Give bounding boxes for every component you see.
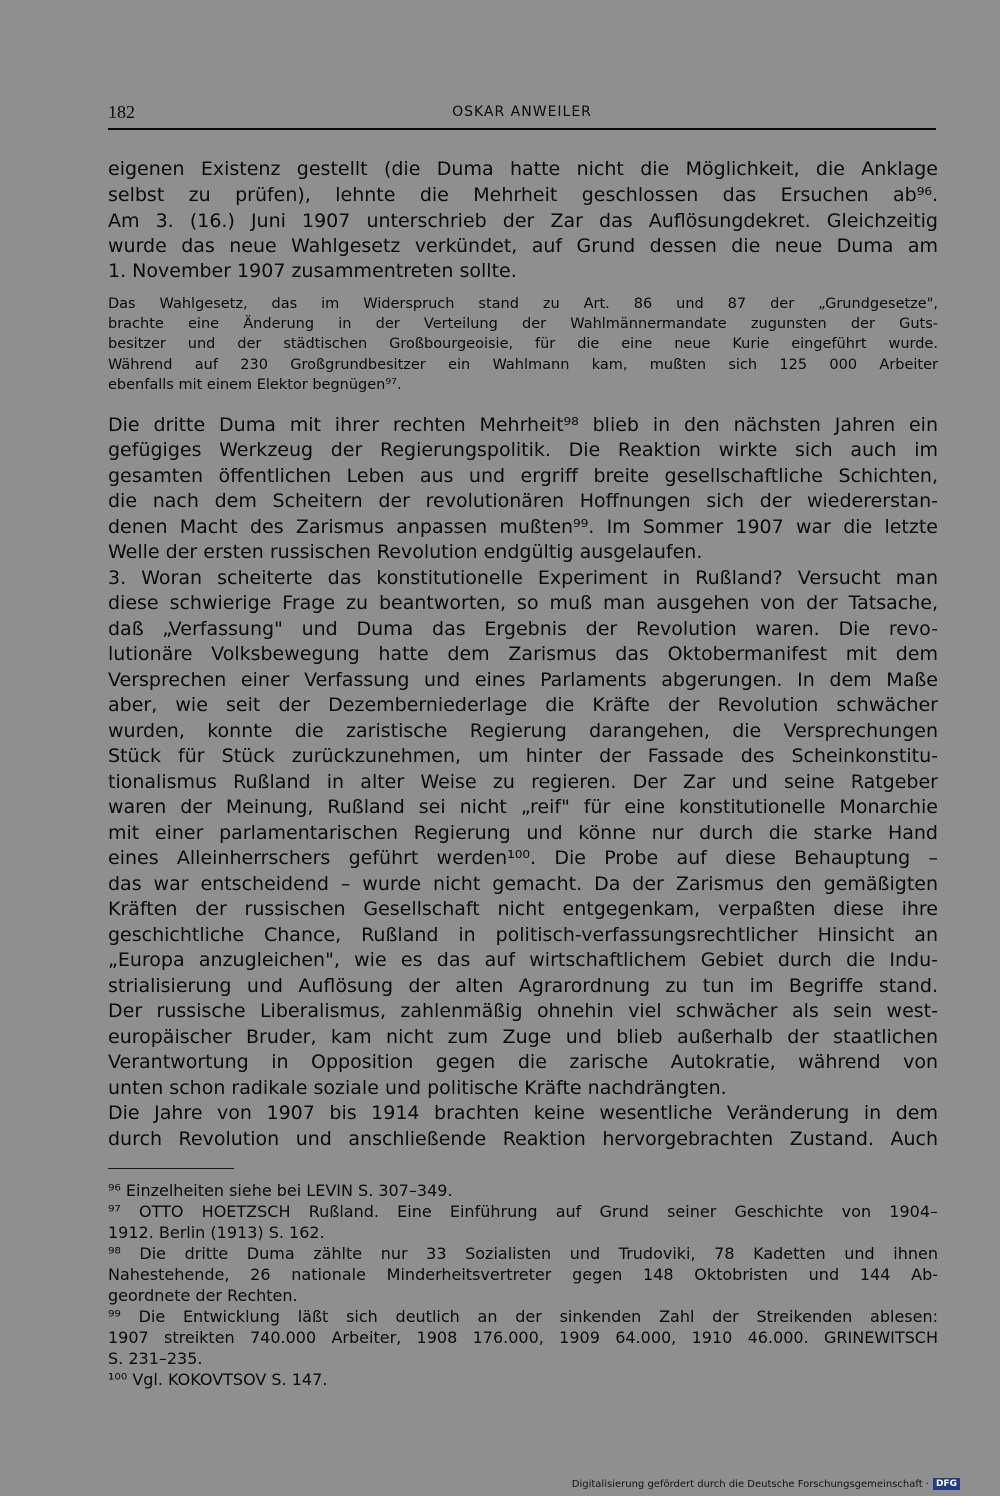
body-line: Welle der ersten russischen Revolution endgültig ausgelaufen. (108, 541, 703, 563)
page-header (108, 100, 936, 130)
footnote-line: geordnete der Rechten. (108, 1286, 298, 1305)
body-line: waren der Meinung, Rußland sei nicht „reif" für eine konstitutionelle Monarchie (108, 796, 938, 818)
body-line: Die Jahre von 1907 bis 1914 brachten keine wesentliche Veränderung in dem (108, 1102, 938, 1124)
page-number: 182 (108, 102, 135, 122)
body-line: Die dritte Duma mit ihrer rechten Mehrheit⁹⁸ blieb in den nächsten Jahren ein (108, 414, 938, 436)
credit-text: Digitalisierung gefördert durch die Deutsche Forschungsgemeinschaft · (571, 1478, 929, 1490)
digitization-credit (572, 1478, 960, 1490)
body-line: Stück für Stück zurückzunehmen, um hinter der Fassade des Scheinkonstitu- (108, 745, 938, 767)
footnote-line: S. 231–235. (108, 1349, 203, 1368)
body-line: eines Alleinherrschers geführt werden¹⁰⁰. Die Probe auf diese Behauptung – (108, 847, 938, 869)
quote-line: ebenfalls mit einem Elektor begnügen⁹⁷. (108, 377, 402, 393)
body-line: geschichtliche Chance, Rußland in politisch-verfassungsrechtlicher Hinsicht an (108, 924, 938, 946)
body-line: mit einer parlamentarischen Regierung und könne nur durch die starke Hand (108, 822, 938, 844)
body-line: Versprechen einer Verfassung und eines Parlaments abgerungen. In dem Maße (108, 669, 938, 691)
body-line: durch Revolution und anschließende Reaktion hervorgebrachten Zustand. Auch (108, 1128, 938, 1150)
body-line: Am 3. (16.) Juni 1907 unterschrieb der Zar das Auflösungdekret. Gleichzeitig (108, 210, 938, 232)
body-line: wurden, konnte die zaristische Regierung darangehen, die Versprechungen (108, 720, 938, 742)
body-line: selbst zu prüfen), lehnte die Mehrheit geschlossen das Ersuchen ab⁹⁶. (108, 184, 938, 206)
body-line: gefügiges Werkzeug der Regierungspolitik. Die Reaktion wirkte sich auch im (108, 439, 938, 461)
footnote-line: 1907 streikten 740.000 Arbeiter, 1908 176.000, 1909 64.000, 1910 46.000. GRINEWITSCH (108, 1328, 938, 1347)
quote-line: besitzer und der städtischen Großbourgeoisie, für die eine neue Kurie eingeführt wurde. (108, 336, 938, 352)
running-head: OSKAR ANWEILER (452, 104, 592, 120)
body-line: 1. November 1907 zusammentreten sollte. (108, 260, 517, 282)
footnote-line: Nahestehende, 26 nationale Minderheitsvertreter gegen 148 Oktobristen und 144 Ab- (108, 1265, 938, 1284)
footnote-line: ⁹⁷ OTTO HOETZSCH Rußland. Eine Einführung auf Grund seiner Geschichte von 1904– (108, 1202, 938, 1221)
body-line: die nach dem Scheitern der revolutionären Hoffnungen sich der wiedererstan- (108, 490, 938, 512)
body-line: das war entscheidend – wurde nicht gemacht. Da der Zarismus den gemäßigten (108, 873, 938, 895)
body-line: daß „Verfassung" und Duma das Ergebnis der Revolution waren. Die revo- (108, 618, 938, 640)
body-line: lutionäre Volksbewegung hatte dem Zarismus das Oktobermanifest mit dem (108, 643, 938, 665)
body-line: wurde das neue Wahlgesetz verkündet, auf Grund dessen die neue Duma am (108, 235, 938, 257)
body-line: gesamten öffentlichen Leben aus und ergriff breite gesellschaftliche Schichten, (108, 465, 938, 487)
body-line: Verantwortung in Opposition gegen die zarische Autokratie, während von (108, 1051, 938, 1073)
footnote-line: ¹⁰⁰ Vgl. KOKOVTSOV S. 147. (108, 1370, 328, 1389)
body-line: strialisierung und Auflösung der alten Agrarordnung zu tun im Begriffe stand. (108, 975, 938, 997)
body-line: europäischer Bruder, kam nicht zum Zuge und blieb außerhalb der staatlichen (108, 1026, 938, 1048)
body-line: Kräften der russischen Gesellschaft nicht entgegenkam, verpaßten diese ihre (108, 898, 938, 920)
quote-line: Das Wahlgesetz, das im Widerspruch stand zu Art. 86 und 87 der „Grundgesetze", (108, 296, 938, 312)
body-line: diese schwierige Frage zu beantworten, so muß man ausgehen von der Tatsache, (108, 592, 938, 614)
body-line: tionalismus Rußland in alter Weise zu regieren. Der Zar und seine Ratgeber (108, 771, 938, 793)
body-line: „Europa anzugleichen", wie es das auf wirtschaftlichem Gebiet durch die Indu- (108, 949, 938, 971)
footnote-line: ⁹⁶ Einzelheiten siehe bei LEVIN S. 307–349. (108, 1181, 453, 1200)
body-line: denen Macht des Zarismus anpassen mußten⁹⁹. Im Sommer 1907 war die letzte (108, 516, 938, 538)
footnote-rule (108, 1168, 234, 1169)
footnote-line: 1912. Berlin (1913) S. 162. (108, 1223, 325, 1242)
body-line: unten schon radikale soziale und politische Kräfte nachdrängten. (108, 1077, 727, 1099)
footnote-line: ⁹⁹ Die Entwicklung läßt sich deutlich an der sinkenden Zahl der Streikenden ablesen: (108, 1307, 938, 1326)
dfg-logo: DFG (933, 1478, 960, 1490)
footnote-line: ⁹⁸ Die dritte Duma zählte nur 33 Sozialisten und Trudoviki, 78 Kadetten und ihnen (108, 1244, 938, 1263)
quote-line: Während auf 230 Großgrundbesitzer ein Wahlmann kam, mußten sich 125 000 Arbeiter (108, 357, 938, 373)
body-line: aber, wie seit der Dezemberniederlage die Kräfte der Revolution schwächer (108, 694, 938, 716)
body-line: 3. Woran scheiterte das konstitutionelle Experiment in Rußland? Versucht man (108, 567, 938, 589)
body-line: Der russische Liberalismus, zahlenmäßig ohnehin viel schwächer als sein west- (108, 1000, 938, 1022)
quote-line: brachte eine Änderung in der Verteilung der Wahlmännermandate zugunsten der Guts- (108, 316, 938, 332)
body-line: eigenen Existenz gestellt (die Duma hatte nicht die Möglichkeit, die Anklage (108, 158, 938, 180)
